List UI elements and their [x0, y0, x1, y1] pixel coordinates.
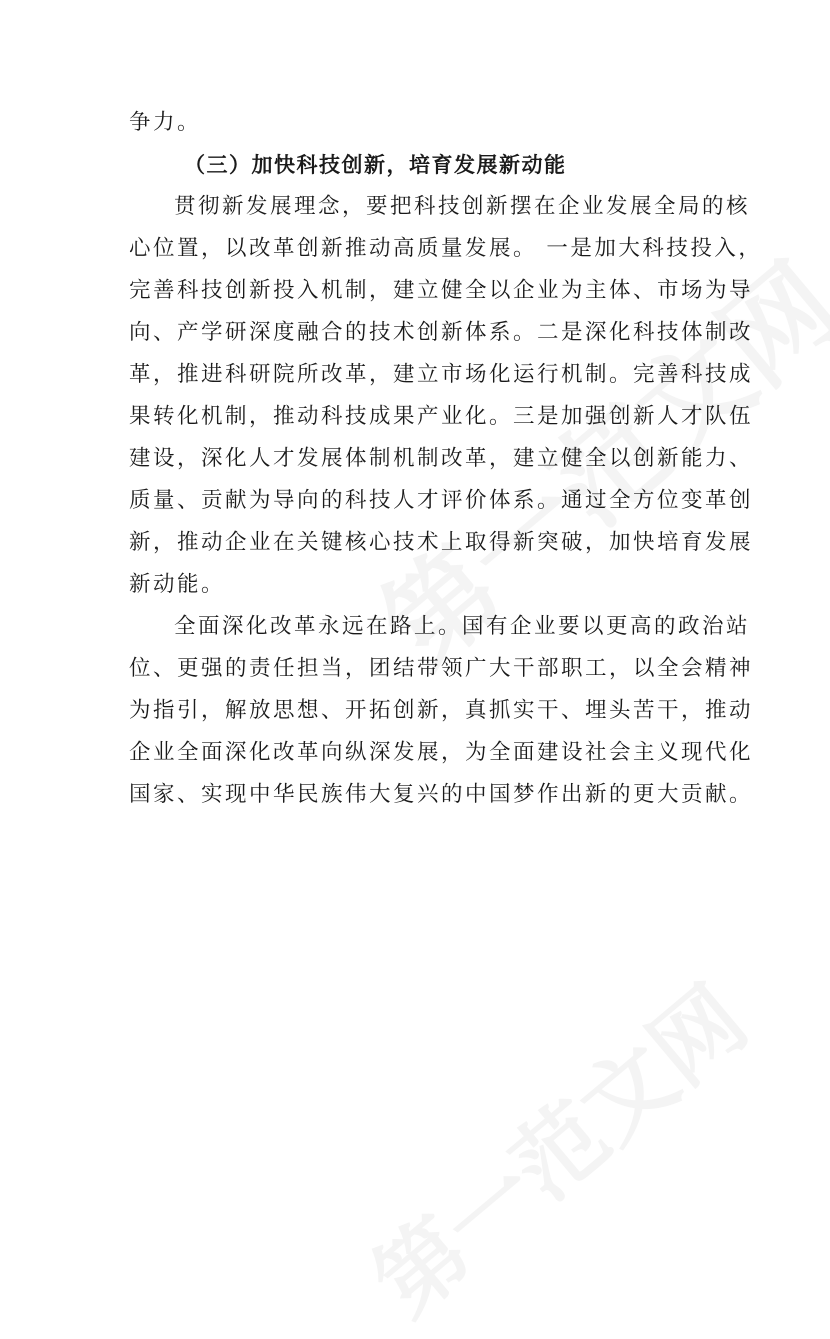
paragraph-line: 新，推动企业在关键核心技术上取得新突破，加快培育发展 [129, 530, 754, 555]
paragraph-line: 争力。 [129, 110, 202, 135]
paragraph-line: 位、更强的责任担当，团结带领广大干部职工，以全会精神 [129, 656, 754, 681]
paragraph-line: 贯彻新发展理念，要把科技创新摆在企业发展全局的核 [174, 194, 751, 219]
paragraph-line: 完善科技创新投入机制，建立健全以企业为主体、市场为导 [129, 278, 754, 303]
paragraph-line: 果转化机制，推动科技成果产业化。三是加强创新人才队伍 [129, 404, 754, 429]
document-body [129, 102, 763, 816]
paragraph-line: 心位置，以改革创新推动高质量发展。 一是加大科技投入， [129, 236, 763, 261]
paragraph-line: 国家、实现中华民族伟大复兴的中国梦作出新的更大贡献。 [129, 782, 754, 807]
paragraph-line: 企业全面深化改革向纵深发展，为全面建设社会主义现代化 [129, 740, 754, 765]
paragraph-line: 全面深化改革永远在路上。国有企业要以更高的政治站 [174, 614, 751, 639]
paragraph-line: 革，推进科研院所改革，建立市场化运行机制。完善科技成 [129, 362, 754, 387]
watermark [341, 951, 769, 1339]
section-heading: （三）加快科技创新，培育发展新动能 [184, 153, 567, 177]
paragraph-line: 建设，深化人才发展体制机制改革，建立健全以创新能力、 [129, 446, 754, 471]
paragraph-line: 向、产学研深度融合的技术创新体系。二是深化科技体制改 [129, 320, 754, 345]
paragraph-line: 新动能。 [129, 572, 226, 597]
paragraph-line: 质量、贡献为导向的科技人才评价体系。通过全方位变革创 [129, 488, 754, 513]
paragraph-line: 为指引，解放思想、开拓创新，真抓实干、埋头苦干，推动 [129, 698, 754, 723]
